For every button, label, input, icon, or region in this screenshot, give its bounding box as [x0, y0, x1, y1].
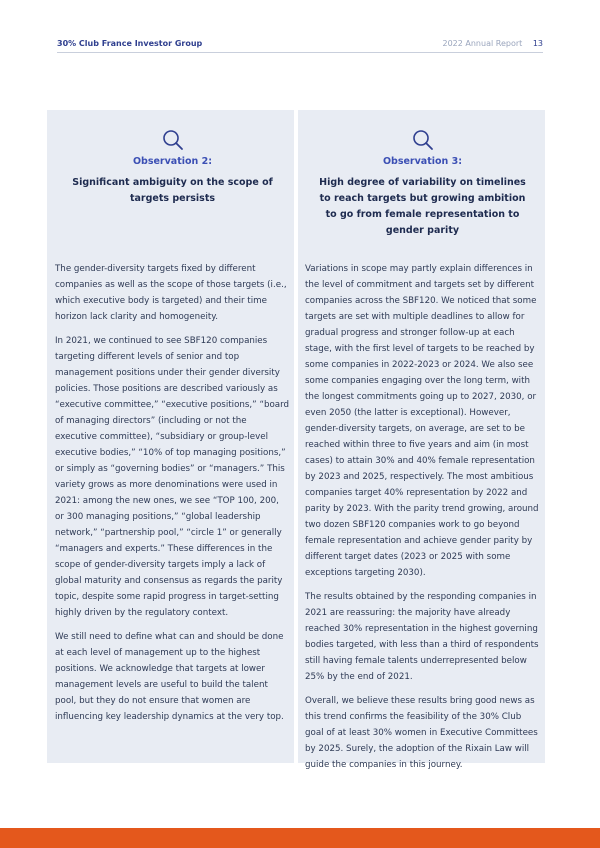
org-name: 30% Club France Investor Group [57, 39, 203, 48]
observation-3-column [305, 128, 540, 781]
page-number: 13 [532, 39, 543, 48]
observation-3-body [305, 261, 540, 773]
magnifier-icon [161, 128, 185, 152]
observation-3-title: Observation 3: [382, 156, 463, 167]
magnifier-icon [411, 128, 435, 152]
report-info [442, 39, 543, 48]
observation-2-title: Observation 2: [132, 156, 213, 167]
observation-2-subtitle: Significant ambiguity on the scope of targets persists [72, 177, 273, 204]
paragraph: The results obtained by the responding companies in 2021 are reassuring: the majority have already reached 30% representation in the highest governing bodies targeted, with less than a third of respondents still having female talents underrepresented below 25% by the end of 2021. [305, 592, 539, 682]
observation-2-body [55, 261, 290, 725]
header-divider [57, 52, 543, 53]
paragraph: In 2021, we continued to see SBF120 companies targeting different levels of senior and top management positions under their gender diversity policies. Those positions are described variously as “executive committee,” “executive positions,” “board of managing directors” (including or not the executive committee), “subsidiary or group-level executive bodies,” “10% of top managing positions,” or simply as “governing bodies” or “managers.” This variety grows as more denominations were used in 2021: among the new ones, we see “TOP 100, 200, or 300 managing positions,” “global leadership network,” “partnership pool,” “circle 1” or generally “managers and experts.” These differences in the scope of gender-diversity targets imply a lack of global maturity and consensus as regards the parity topic, despite some rapid progress in target-setting highly driven by the regulatory context. [55, 336, 290, 618]
footer-accent-bar [0, 828, 600, 848]
observation-2-column [55, 128, 290, 733]
observation-3-subtitle: High degree of variability on timelines to reach targets but growing ambition to go from female representation to gender parity [319, 177, 526, 236]
paragraph: Variations in scope may partly explain differences in the level of commitment and targets set by different companies across the SBF120. We noticed that some targets are set with multiple deadlines to allow for gradual progress and stronger follow-up at each stage, with the first level of targets to be reached by some companies in 2022-2023 or 2024. We also see some companies engaging over the long term, with the longest commitments going up to 2027, 2030, or even 2050 (the latter is exceptional). However, gender-diversity targets, on average, are set to be reached within three to five years and aim (in most cases) to attain 30% and 40% female representation by 2023 and 2025, respectively. The most ambitious companies target 40% representation by 2022 and parity by 2023. With the parity trend growing, around two dozen SBF120 companies work to go beyond female representation and achieve gender parity by different target dates (2023 or 2025 with some exceptions targeting 2030). [305, 264, 539, 578]
page-header [0, 0, 600, 60]
paragraph: We still need to define what can and should be done at each level of management up to the highest positions. We acknowledge that targets at lower management levels are useful to build the talent pool, but they do not ensure that women are influencing key leadership dynamics at the very top. [55, 632, 284, 722]
paragraph: Overall, we believe these results bring good news as this trend confirms the feasibility of the 30% Club goal of at least 30% women in Executive Committees by 2025. Surely, the adoption of the Rixain Law will guide the companies in this journey. [305, 696, 538, 770]
paragraph: The gender-diversity targets fixed by different companies as well as the scope of those targets (i.e., which executive body is targeted) and their time horizon lack clarity and homogeneity. [55, 264, 287, 322]
report-title: 2022 Annual Report [442, 39, 523, 48]
